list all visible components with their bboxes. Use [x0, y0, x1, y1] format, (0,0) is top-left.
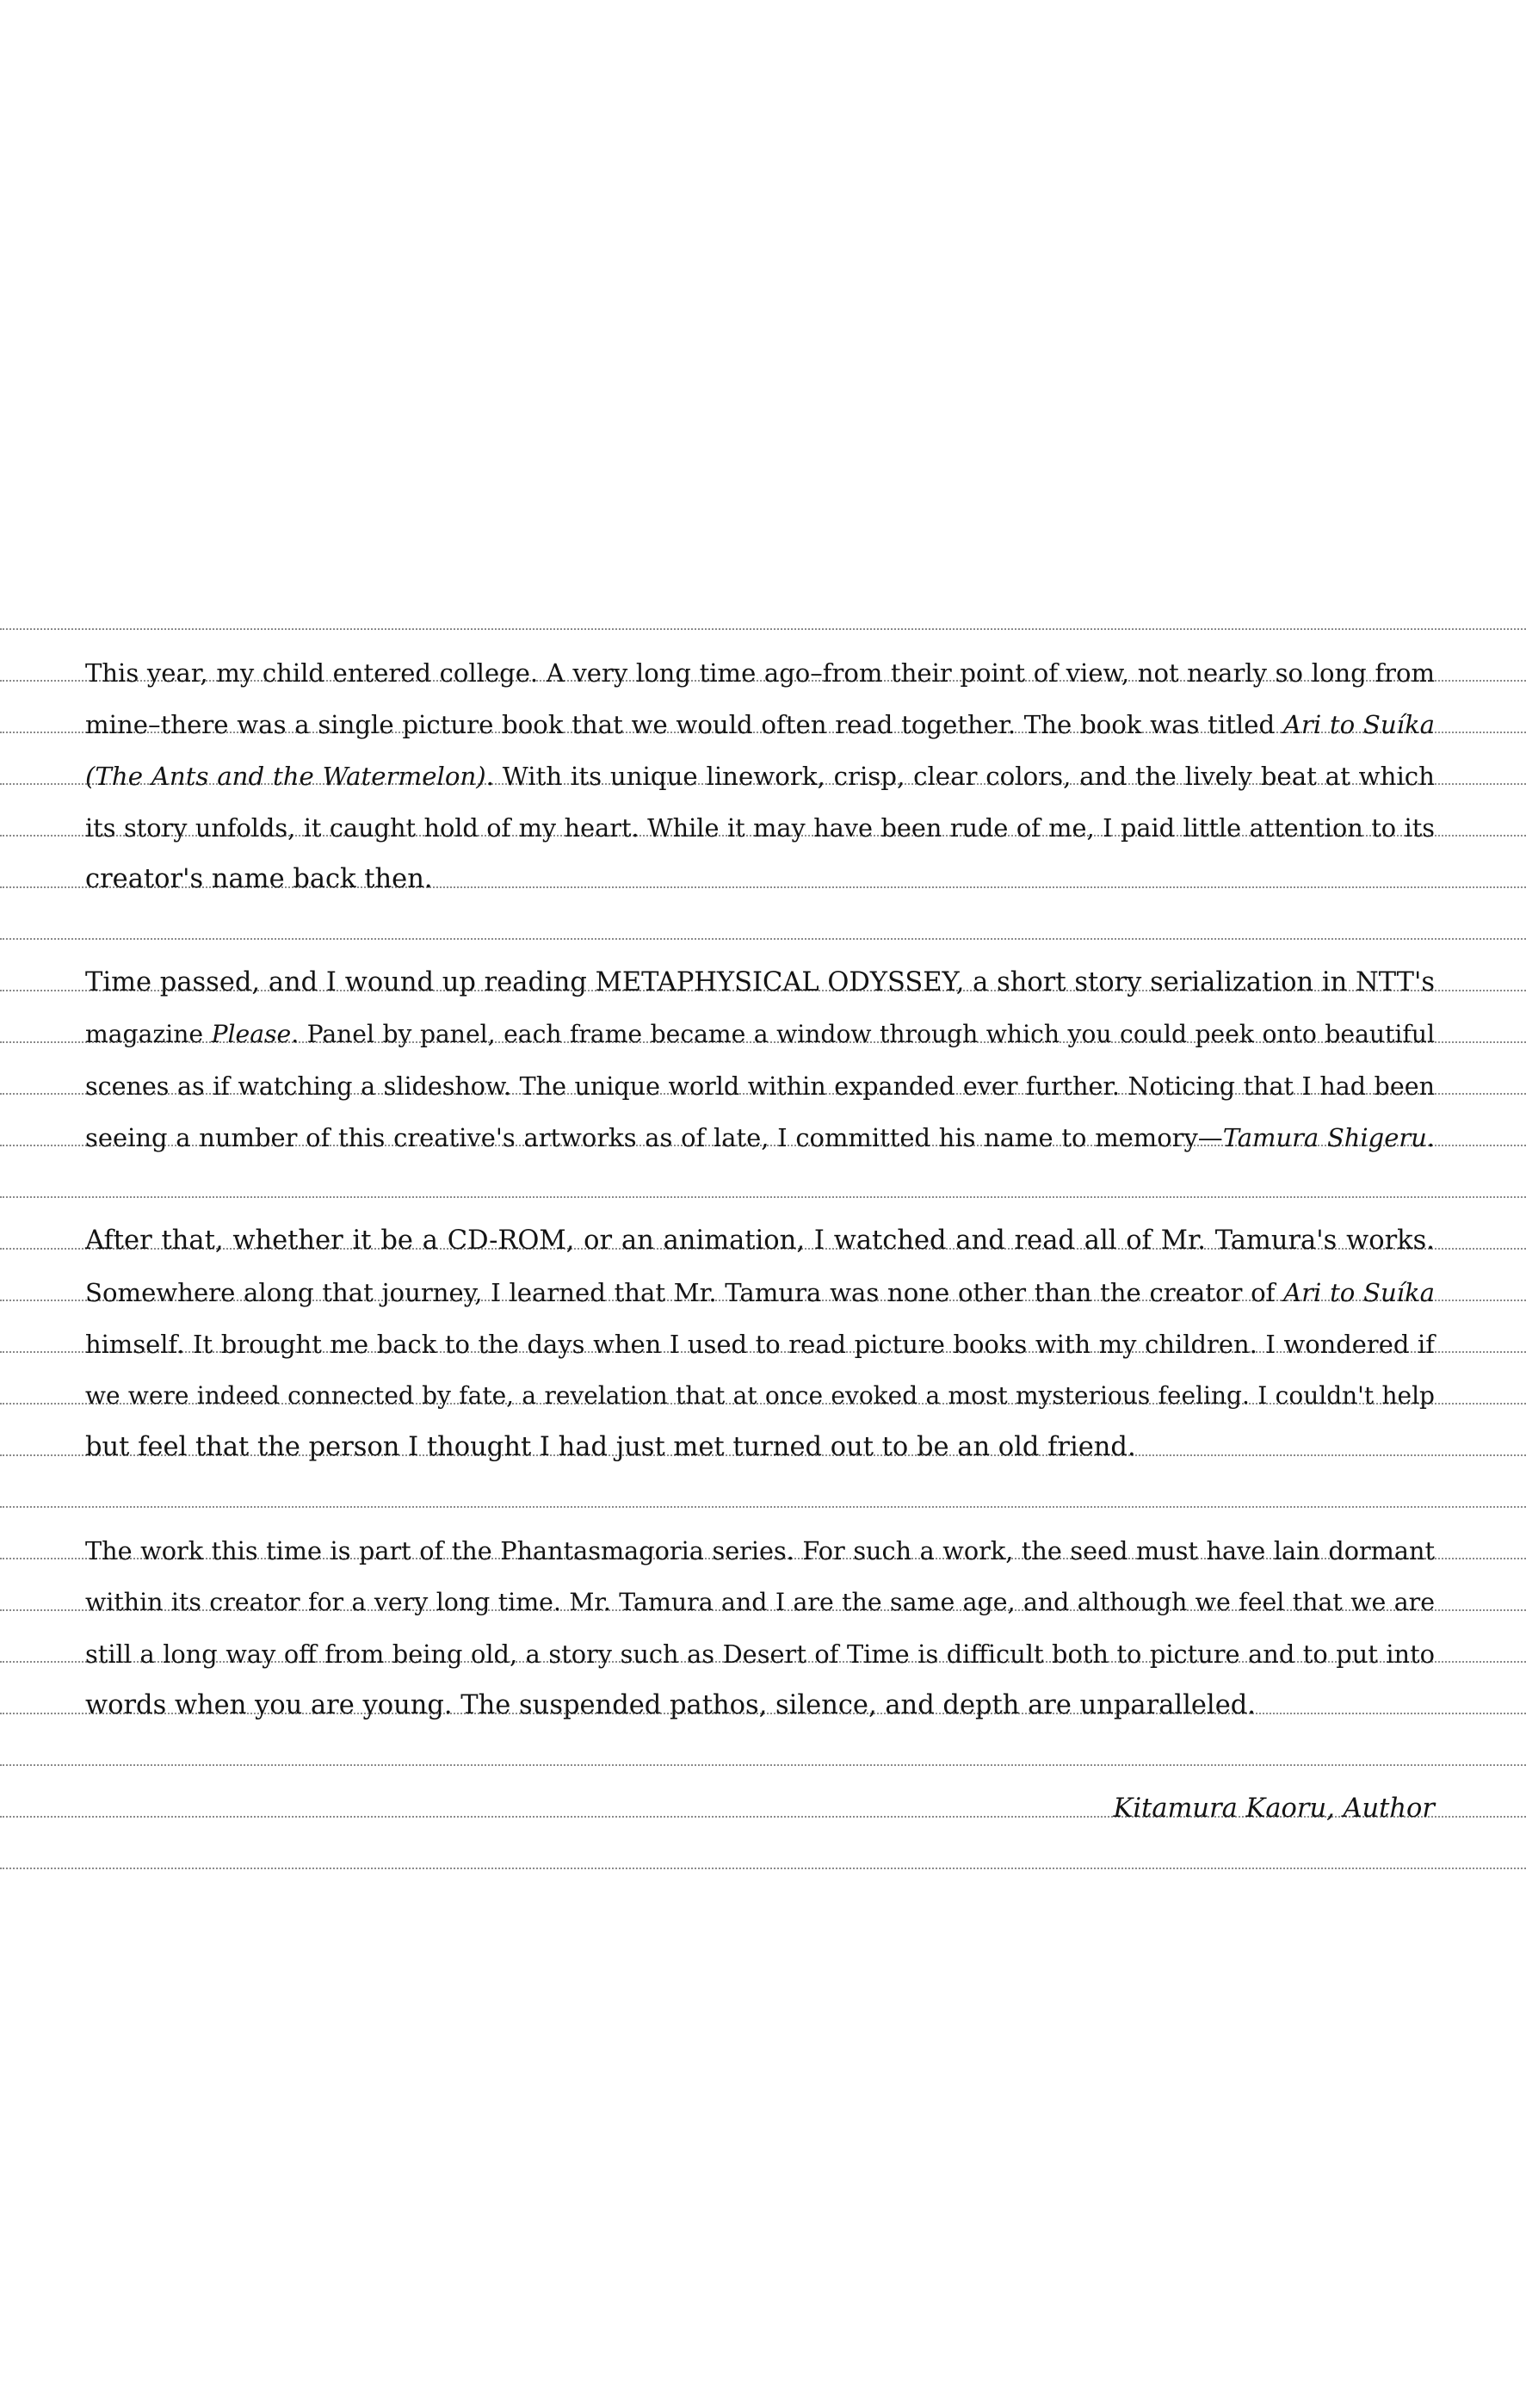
dotted-rule — [0, 1506, 1526, 1508]
paragraph-1-line-5 — [85, 854, 1435, 905]
dotted-rule — [0, 1196, 1526, 1198]
paragraph-1-line-1 — [85, 647, 1435, 699]
text-run: This year, my child entered college. A very long time ago–from their point of view, not nearly so long from — [85, 658, 1435, 688]
text-run: we were indeed connected by fate, a revelation that at once evoked a most mysterious feeling. I couldn't help — [85, 1381, 1435, 1410]
dotted-rule — [0, 938, 1526, 940]
text-run: . Panel by panel, each frame became a window through which you could peek onto beautiful — [291, 1020, 1435, 1048]
paragraph-3-line-3 — [85, 1318, 1435, 1370]
text-run: its story unfolds, it caught hold of my heart. While it may have been rude of me, I paid little attention to its — [85, 813, 1435, 843]
text-run: creator's name back then. — [85, 864, 433, 894]
signature-role: Author — [1343, 1794, 1435, 1824]
text-run: scenes as if watching a slideshow. The unique world within expanded ever further. Noticing that I had been — [85, 1071, 1435, 1101]
text-run: within its creator for a very long time. Mr. Tamura and I are the same age, and although we feel that we are — [85, 1588, 1435, 1616]
paragraph-3-line-4 — [85, 1370, 1435, 1422]
text-run: Somewhere along that journey, I learned that Mr. Tamura was none other than the creator of — [85, 1278, 1284, 1307]
text-run: The work this time is part of the Phantasmagoria series. For such a work, the seed must have lain dormant — [85, 1536, 1435, 1565]
paragraph-1-line-4 — [85, 802, 1435, 854]
paragraph-1-line-2 — [85, 699, 1435, 750]
paragraph-2-line-1 — [85, 957, 1435, 1009]
text-run: . — [1426, 1123, 1435, 1152]
dotted-rule — [0, 628, 1526, 630]
signature-separator: , — [1326, 1794, 1344, 1824]
creator-name-italic: Tamura Shigeru — [1222, 1123, 1427, 1152]
text-run: but feel that the person I thought I had just met turned out to be an old friend. — [85, 1432, 1136, 1462]
text-run: . With its unique linework, crisp, clear colors, and the lively beat at which — [485, 762, 1435, 791]
book-title-italic: (The Ants and the Watermelon) — [85, 762, 486, 791]
text-run: mine–there was a single picture book that we would often read together. The book was titled — [85, 710, 1283, 739]
paragraph-4-line-4 — [85, 1680, 1435, 1732]
paragraph-4-line-1 — [85, 1525, 1435, 1577]
paragraph-2-line-4 — [85, 1112, 1435, 1164]
text-run: still a long way off from being old, a story such as Desert of Time is difficult both to picture and to put into — [85, 1639, 1435, 1669]
text-run: himself. It brought me back to the days when I used to read picture books with my children. I wondered if — [85, 1330, 1435, 1359]
text-run: words when you are young. The suspended pathos, silence, and depth are unparalleled. — [85, 1690, 1256, 1720]
text-run: Time passed, and I wound up reading METAPHYSICAL ODYSSEY, a short story serialization in NTT's — [85, 967, 1435, 997]
dotted-rule — [0, 1868, 1526, 1869]
paragraph-3-line-5 — [85, 1422, 1435, 1473]
text-run: seeing a number of this creative's artworks as of late, I committed his name to memory— — [85, 1123, 1223, 1152]
paragraph-4-line-2 — [85, 1577, 1435, 1628]
text-run: magazine — [85, 1020, 212, 1048]
paragraph-3-line-2 — [85, 1267, 1435, 1318]
paragraph-2-line-3 — [85, 1060, 1435, 1112]
signature-name: Kitamura Kaoru — [1113, 1794, 1327, 1824]
dotted-rule — [0, 1764, 1526, 1766]
text-run: After that, whether it be a CD-ROM, or an animation, I watched and read all of Mr. Tamura's works. — [85, 1226, 1435, 1256]
book-title-italic: Ari to Suíka — [1282, 710, 1435, 739]
paragraph-1-line-3 — [85, 750, 1435, 802]
paragraph-3-line-1 — [85, 1215, 1435, 1267]
paragraph-2-line-2 — [85, 1009, 1435, 1060]
book-title-italic: Ari to Suíka — [1283, 1278, 1435, 1307]
signature — [85, 1783, 1435, 1835]
paragraph-4-line-3 — [85, 1628, 1435, 1680]
magazine-title-italic: Please — [211, 1020, 292, 1048]
